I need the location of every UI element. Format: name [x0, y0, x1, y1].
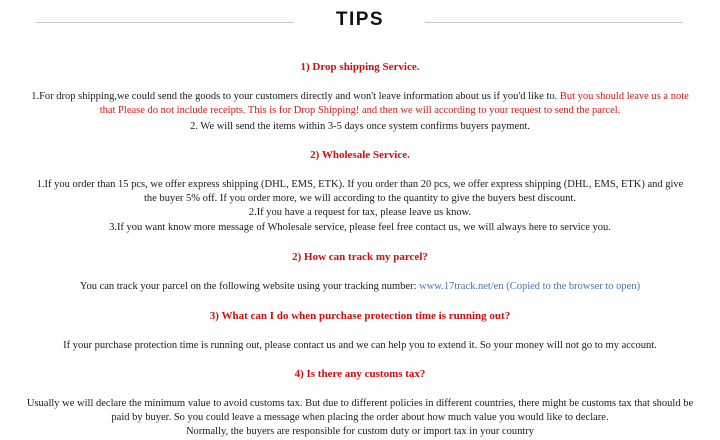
section-heading-wholesale: 2) Wholesale Service.	[310, 149, 410, 161]
wholesale-line-1: 1.If you order than 15 pcs, we offer express shipping (DHL, EMS, ETK). If you order than 20 pcs, we offer express shipping (DHL, EMS, ETK) and give	[36, 179, 684, 190]
text-segment: 1.For drop shipping,we could send the goods to your customers directly and won't leave information about us if you'd like to.	[31, 91, 558, 102]
section-heading-purchase-protection: 3) What can I do when purchase protection time is running out?	[209, 310, 511, 322]
drop-shipping-line-3: 2. We will send the items within 3-5 days once system confirms buyers payment.	[190, 121, 530, 132]
text-segment: You can track your parcel on the following website using your tracking number:	[79, 281, 420, 292]
divider-right	[425, 22, 683, 23]
red-text-segment: But you should leave us a note	[557, 91, 689, 102]
track-parcel-line-1	[0, 280, 720, 293]
section-heading-track-parcel: 2) How can track my parcel?	[292, 251, 428, 263]
section-heading-customs-tax: 4) Is there any customs tax?	[294, 368, 426, 380]
drop-shipping-line-1	[0, 90, 720, 103]
tips-header	[0, 9, 720, 37]
wholesale-line-2: the buyer 5% off. If you order more, we will according to the quantity to give the buyers best discount.	[144, 193, 576, 204]
drop-shipping-line-2: that Please do not include receipts. This is for Drop Shipping! and then we will according to your request to send the parcel.	[99, 105, 621, 116]
divider-left	[36, 22, 294, 23]
customs-tax-line-3: Normally, the buyers are responsible for custom duty or import tax in your country	[185, 426, 535, 437]
tracking-link[interactable]: www.17track.net/en (Copied to the browser to open)	[419, 281, 641, 292]
customs-tax-line-2: paid by buyer. So you could leave a message when placing the order about how much value you would like to declare.	[111, 412, 609, 423]
section-heading-drop-shipping: 1) Drop shipping Service.	[300, 61, 420, 73]
customs-tax-line-1: Usually we will declare the minimum value to avoid customs tax. But due to different policies in different countries, there might be customs tax that should be	[26, 398, 694, 409]
wholesale-line-3: 2.If you have a request for tax, please leave us know.	[248, 207, 472, 218]
purchase-protection-line-1: If your purchase protection time is running out, please contact us and we can help you to extend it. So your money will not go to my account.	[63, 340, 657, 351]
wholesale-line-4: 3.If you want know more message of Wholesale service, please feel free contact us, we will always here to service you.	[109, 222, 611, 233]
page-title: TIPS	[335, 9, 385, 30]
